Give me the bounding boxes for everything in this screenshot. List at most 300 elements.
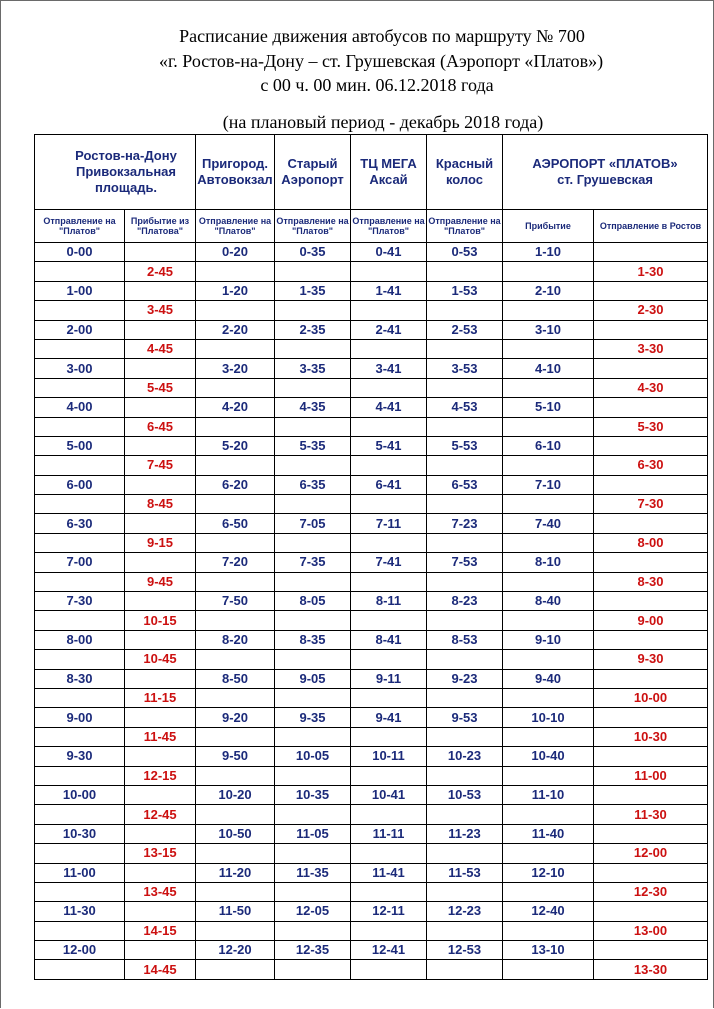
table-cell bbox=[427, 650, 503, 669]
table-cell: 11-53 bbox=[427, 863, 503, 882]
table-cell: 6-20 bbox=[196, 475, 275, 494]
table-cell bbox=[275, 805, 351, 824]
table-cell bbox=[125, 398, 196, 417]
title-line-3: с 00 ч. 00 мин. 06.12.2018 года bbox=[260, 75, 494, 95]
table-cell: 10-41 bbox=[351, 785, 427, 804]
table-cell bbox=[35, 921, 125, 940]
header-row bbox=[35, 135, 708, 210]
table-cell: 11-45 bbox=[125, 727, 196, 746]
table-row bbox=[35, 960, 708, 979]
table-cell: 9-45 bbox=[125, 572, 196, 591]
table-cell: 7-41 bbox=[351, 553, 427, 572]
table-row bbox=[35, 882, 708, 901]
table-cell bbox=[196, 301, 275, 320]
table-cell: 9-35 bbox=[275, 708, 351, 727]
table-row bbox=[35, 572, 708, 591]
subheader-cell: Прибытие bbox=[503, 210, 594, 243]
table-cell bbox=[351, 688, 427, 707]
table-cell: 8-30 bbox=[594, 572, 708, 591]
table-row bbox=[35, 688, 708, 707]
table-cell bbox=[196, 262, 275, 281]
table-cell: 2-41 bbox=[351, 320, 427, 339]
table-cell bbox=[196, 921, 275, 940]
table-row bbox=[35, 902, 708, 921]
table-row bbox=[35, 824, 708, 843]
table-cell: 9-05 bbox=[275, 669, 351, 688]
table-cell bbox=[125, 785, 196, 804]
table-cell bbox=[196, 339, 275, 358]
schedule-table bbox=[34, 134, 708, 980]
table-cell bbox=[503, 727, 594, 746]
table-cell: 7-05 bbox=[275, 514, 351, 533]
table-cell bbox=[594, 630, 708, 649]
table-cell: 6-41 bbox=[351, 475, 427, 494]
table-cell bbox=[503, 301, 594, 320]
table-cell: 1-30 bbox=[594, 262, 708, 281]
table-cell: 11-10 bbox=[503, 785, 594, 804]
header-airport-platov: АЭРОПОРТ «ПЛАТОВ» ст. Грушевская bbox=[503, 135, 708, 210]
table-cell bbox=[594, 398, 708, 417]
header-stary-aeroport: Старый Аэропорт bbox=[275, 135, 351, 210]
table-cell: 5-30 bbox=[594, 417, 708, 436]
table-cell: 6-45 bbox=[125, 417, 196, 436]
table-cell: 3-30 bbox=[594, 339, 708, 358]
table-row bbox=[35, 863, 708, 882]
table-cell: 0-53 bbox=[427, 243, 503, 262]
table-cell: 12-41 bbox=[351, 941, 427, 960]
table-row bbox=[35, 708, 708, 727]
table-cell bbox=[503, 921, 594, 940]
table-cell bbox=[196, 611, 275, 630]
table-cell: 12-15 bbox=[125, 766, 196, 785]
table-cell: 7-10 bbox=[503, 475, 594, 494]
table-cell: 3-20 bbox=[196, 359, 275, 378]
table-cell bbox=[427, 766, 503, 785]
table-cell: 5-35 bbox=[275, 436, 351, 455]
table-cell bbox=[427, 262, 503, 281]
table-cell bbox=[351, 805, 427, 824]
table-cell: 10-20 bbox=[196, 785, 275, 804]
table-cell: 5-53 bbox=[427, 436, 503, 455]
table-row bbox=[35, 320, 708, 339]
table-cell bbox=[503, 805, 594, 824]
table-cell bbox=[125, 630, 196, 649]
table-cell: 12-53 bbox=[427, 941, 503, 960]
table-cell: 5-41 bbox=[351, 436, 427, 455]
table-cell: 9-00 bbox=[594, 611, 708, 630]
table-cell bbox=[35, 882, 125, 901]
table-cell bbox=[275, 533, 351, 552]
table-cell bbox=[427, 456, 503, 475]
table-cell bbox=[503, 378, 594, 397]
table-cell: 1-20 bbox=[196, 281, 275, 300]
table-cell bbox=[351, 339, 427, 358]
table-cell bbox=[125, 514, 196, 533]
table-cell: 9-50 bbox=[196, 747, 275, 766]
table-cell bbox=[275, 766, 351, 785]
table-cell bbox=[196, 844, 275, 863]
table-cell bbox=[594, 824, 708, 843]
table-cell bbox=[503, 456, 594, 475]
table-cell bbox=[196, 650, 275, 669]
table-cell bbox=[125, 592, 196, 611]
table-cell bbox=[125, 320, 196, 339]
header-rostov: Ростов-на-Дону Привокзальная площадь. bbox=[35, 135, 196, 210]
table-cell: 12-00 bbox=[35, 941, 125, 960]
table-cell bbox=[275, 650, 351, 669]
table-cell bbox=[594, 320, 708, 339]
table-cell: 8-50 bbox=[196, 669, 275, 688]
table-cell bbox=[35, 766, 125, 785]
table-cell: 11-20 bbox=[196, 863, 275, 882]
table-cell: 9-30 bbox=[35, 747, 125, 766]
table-row bbox=[35, 592, 708, 611]
table-row bbox=[35, 456, 708, 475]
table-cell: 7-53 bbox=[427, 553, 503, 572]
subheader-cell: Отправление в Ростов bbox=[594, 210, 708, 243]
table-cell: 3-10 bbox=[503, 320, 594, 339]
table-cell: 7-30 bbox=[35, 592, 125, 611]
table-cell: 11-40 bbox=[503, 824, 594, 843]
table-cell bbox=[351, 921, 427, 940]
table-cell: 8-05 bbox=[275, 592, 351, 611]
table-cell bbox=[196, 688, 275, 707]
table-cell bbox=[35, 805, 125, 824]
table-cell: 7-50 bbox=[196, 592, 275, 611]
table-cell: 10-05 bbox=[275, 747, 351, 766]
table-cell bbox=[275, 844, 351, 863]
table-cell bbox=[351, 533, 427, 552]
table-row bbox=[35, 611, 708, 630]
table-cell: 3-53 bbox=[427, 359, 503, 378]
table-cell bbox=[427, 533, 503, 552]
period-note bbox=[0, 112, 714, 133]
table-row bbox=[35, 378, 708, 397]
table-cell: 4-41 bbox=[351, 398, 427, 417]
table-cell: 13-00 bbox=[594, 921, 708, 940]
table-cell: 8-30 bbox=[35, 669, 125, 688]
table-cell: 0-41 bbox=[351, 243, 427, 262]
table-cell bbox=[351, 882, 427, 901]
table-cell: 10-11 bbox=[351, 747, 427, 766]
table-cell bbox=[594, 941, 708, 960]
subheader-cell: Отправление на "Платов" bbox=[275, 210, 351, 243]
table-cell bbox=[351, 301, 427, 320]
table-cell: 0-20 bbox=[196, 243, 275, 262]
table-row bbox=[35, 747, 708, 766]
table-cell: 0-00 bbox=[35, 243, 125, 262]
table-cell: 2-20 bbox=[196, 320, 275, 339]
table-cell bbox=[125, 436, 196, 455]
table-cell: 8-35 bbox=[275, 630, 351, 649]
table-cell bbox=[35, 688, 125, 707]
table-cell: 2-53 bbox=[427, 320, 503, 339]
table-cell: 4-53 bbox=[427, 398, 503, 417]
title-line-2: «г. Ростов-на-Дону – ст. Грушевская (Аэропорт «Платов») bbox=[158, 50, 604, 71]
table-cell: 5-10 bbox=[503, 398, 594, 417]
table-cell bbox=[351, 611, 427, 630]
table-cell: 2-00 bbox=[35, 320, 125, 339]
table-cell bbox=[196, 805, 275, 824]
table-cell: 10-45 bbox=[125, 650, 196, 669]
table-cell bbox=[196, 766, 275, 785]
table-row bbox=[35, 650, 708, 669]
table-cell: 12-05 bbox=[275, 902, 351, 921]
table-cell: 6-30 bbox=[35, 514, 125, 533]
header-prigorod: Пригород. Автовокзал bbox=[196, 135, 275, 210]
subheader-cell: Отправление на "Платов" bbox=[427, 210, 503, 243]
table-cell bbox=[275, 882, 351, 901]
table-cell: 3-00 bbox=[35, 359, 125, 378]
table-cell: 10-50 bbox=[196, 824, 275, 843]
table-cell bbox=[196, 960, 275, 979]
table-cell: 8-41 bbox=[351, 630, 427, 649]
table-cell bbox=[196, 533, 275, 552]
table-cell bbox=[35, 378, 125, 397]
table-cell: 11-30 bbox=[594, 805, 708, 824]
table-cell bbox=[503, 262, 594, 281]
table-cell: 9-00 bbox=[35, 708, 125, 727]
table-cell bbox=[503, 339, 594, 358]
table-cell bbox=[275, 417, 351, 436]
table-cell bbox=[503, 882, 594, 901]
table-cell bbox=[503, 572, 594, 591]
table-row bbox=[35, 436, 708, 455]
table-cell bbox=[503, 688, 594, 707]
table-cell: 11-05 bbox=[275, 824, 351, 843]
table-cell bbox=[503, 960, 594, 979]
table-cell bbox=[594, 359, 708, 378]
table-cell bbox=[125, 708, 196, 727]
table-cell: 13-10 bbox=[503, 941, 594, 960]
table-cell: 6-53 bbox=[427, 475, 503, 494]
table-cell bbox=[351, 766, 427, 785]
table-row bbox=[35, 669, 708, 688]
table-cell bbox=[427, 882, 503, 901]
table-cell bbox=[125, 941, 196, 960]
table-row bbox=[35, 921, 708, 940]
table-row bbox=[35, 281, 708, 300]
table-cell: 7-23 bbox=[427, 514, 503, 533]
table-cell bbox=[427, 921, 503, 940]
subheader-cell: Отправление на "Платов" bbox=[35, 210, 125, 243]
table-cell: 8-10 bbox=[503, 553, 594, 572]
table-cell: 2-45 bbox=[125, 262, 196, 281]
table-cell bbox=[503, 611, 594, 630]
table-cell: 4-20 bbox=[196, 398, 275, 417]
table-cell bbox=[503, 844, 594, 863]
table-cell: 2-10 bbox=[503, 281, 594, 300]
table-cell: 9-11 bbox=[351, 669, 427, 688]
table-cell: 9-30 bbox=[594, 650, 708, 669]
table-cell: 4-10 bbox=[503, 359, 594, 378]
table-row bbox=[35, 301, 708, 320]
table-cell bbox=[125, 824, 196, 843]
table-cell bbox=[275, 262, 351, 281]
table-cell bbox=[594, 553, 708, 572]
table-cell bbox=[275, 572, 351, 591]
schedule-body bbox=[35, 243, 708, 980]
table-row bbox=[35, 630, 708, 649]
table-row bbox=[35, 533, 708, 552]
table-cell bbox=[125, 863, 196, 882]
table-cell bbox=[275, 339, 351, 358]
table-cell bbox=[275, 921, 351, 940]
table-cell bbox=[351, 495, 427, 514]
table-cell bbox=[503, 766, 594, 785]
table-cell bbox=[594, 785, 708, 804]
table-cell: 1-00 bbox=[35, 281, 125, 300]
table-cell bbox=[35, 650, 125, 669]
table-cell bbox=[125, 669, 196, 688]
table-cell: 10-10 bbox=[503, 708, 594, 727]
table-cell: 2-35 bbox=[275, 320, 351, 339]
table-cell bbox=[427, 417, 503, 436]
table-cell: 13-45 bbox=[125, 882, 196, 901]
table-row bbox=[35, 417, 708, 436]
table-cell: 9-23 bbox=[427, 669, 503, 688]
table-cell bbox=[35, 456, 125, 475]
table-cell bbox=[35, 533, 125, 552]
table-cell: 11-11 bbox=[351, 824, 427, 843]
table-cell: 6-00 bbox=[35, 475, 125, 494]
table-cell bbox=[351, 960, 427, 979]
table-cell: 9-10 bbox=[503, 630, 594, 649]
header-mega-aksai: ТЦ МЕГА Аксай bbox=[351, 135, 427, 210]
table-cell: 7-00 bbox=[35, 553, 125, 572]
table-cell bbox=[35, 572, 125, 591]
table-cell: 9-40 bbox=[503, 669, 594, 688]
table-cell: 8-53 bbox=[427, 630, 503, 649]
table-cell: 6-35 bbox=[275, 475, 351, 494]
table-cell bbox=[196, 572, 275, 591]
table-cell: 11-23 bbox=[427, 824, 503, 843]
table-cell bbox=[125, 747, 196, 766]
table-cell: 12-45 bbox=[125, 805, 196, 824]
subheader-cell: Отправление на "Платов" bbox=[351, 210, 427, 243]
table-cell: 10-23 bbox=[427, 747, 503, 766]
table-row bbox=[35, 766, 708, 785]
table-cell: 12-11 bbox=[351, 902, 427, 921]
table-cell bbox=[196, 417, 275, 436]
table-cell bbox=[427, 339, 503, 358]
document-title bbox=[0, 24, 714, 98]
table-cell bbox=[351, 262, 427, 281]
table-cell: 8-20 bbox=[196, 630, 275, 649]
table-row bbox=[35, 553, 708, 572]
table-row bbox=[35, 495, 708, 514]
table-cell bbox=[351, 572, 427, 591]
table-cell bbox=[275, 960, 351, 979]
table-cell bbox=[275, 495, 351, 514]
table-cell bbox=[275, 301, 351, 320]
table-cell: 1-53 bbox=[427, 281, 503, 300]
table-cell: 8-00 bbox=[594, 533, 708, 552]
table-cell: 10-30 bbox=[35, 824, 125, 843]
table-cell: 10-30 bbox=[594, 727, 708, 746]
table-cell bbox=[351, 650, 427, 669]
table-cell bbox=[594, 281, 708, 300]
table-cell bbox=[35, 844, 125, 863]
table-cell bbox=[351, 417, 427, 436]
table-cell: 1-41 bbox=[351, 281, 427, 300]
table-cell: 3-41 bbox=[351, 359, 427, 378]
table-cell: 8-11 bbox=[351, 592, 427, 611]
table-cell bbox=[125, 359, 196, 378]
table-cell bbox=[503, 495, 594, 514]
table-cell bbox=[427, 572, 503, 591]
table-cell bbox=[594, 902, 708, 921]
table-cell bbox=[427, 378, 503, 397]
table-cell: 4-35 bbox=[275, 398, 351, 417]
table-cell: 9-20 bbox=[196, 708, 275, 727]
table-cell: 12-35 bbox=[275, 941, 351, 960]
subheader-cell: Отправление на "Платов" bbox=[196, 210, 275, 243]
table-cell bbox=[594, 863, 708, 882]
table-row bbox=[35, 805, 708, 824]
title-line-1: Расписание движения автобусов по маршруту № 700 bbox=[179, 26, 585, 46]
table-cell bbox=[35, 960, 125, 979]
table-cell: 5-45 bbox=[125, 378, 196, 397]
table-cell bbox=[125, 243, 196, 262]
table-cell: 9-15 bbox=[125, 533, 196, 552]
table-cell: 11-15 bbox=[125, 688, 196, 707]
table-row bbox=[35, 941, 708, 960]
table-cell: 12-00 bbox=[594, 844, 708, 863]
table-cell: 14-15 bbox=[125, 921, 196, 940]
table-cell: 6-30 bbox=[594, 456, 708, 475]
table-cell: 11-00 bbox=[35, 863, 125, 882]
table-cell: 3-35 bbox=[275, 359, 351, 378]
table-cell: 7-40 bbox=[503, 514, 594, 533]
table-cell: 9-41 bbox=[351, 708, 427, 727]
table-cell: 8-40 bbox=[503, 592, 594, 611]
table-cell bbox=[427, 805, 503, 824]
table-cell: 1-35 bbox=[275, 281, 351, 300]
table-cell bbox=[275, 727, 351, 746]
table-cell: 13-30 bbox=[594, 960, 708, 979]
table-cell: 5-00 bbox=[35, 436, 125, 455]
table-cell bbox=[427, 301, 503, 320]
table-cell: 8-23 bbox=[427, 592, 503, 611]
table-row bbox=[35, 727, 708, 746]
table-cell bbox=[275, 611, 351, 630]
table-cell: 11-41 bbox=[351, 863, 427, 882]
table-cell bbox=[275, 378, 351, 397]
table-cell bbox=[594, 514, 708, 533]
table-cell: 7-20 bbox=[196, 553, 275, 572]
table-cell bbox=[351, 844, 427, 863]
table-cell bbox=[594, 669, 708, 688]
table-cell bbox=[594, 592, 708, 611]
table-row bbox=[35, 339, 708, 358]
table-row bbox=[35, 243, 708, 262]
table-cell bbox=[427, 960, 503, 979]
table-cell bbox=[427, 611, 503, 630]
subheader-row bbox=[35, 210, 708, 243]
table-cell bbox=[35, 611, 125, 630]
table-cell: 10-53 bbox=[427, 785, 503, 804]
table-cell: 0-35 bbox=[275, 243, 351, 262]
table-cell bbox=[35, 727, 125, 746]
table-cell: 13-15 bbox=[125, 844, 196, 863]
table-cell bbox=[35, 339, 125, 358]
table-cell: 6-10 bbox=[503, 436, 594, 455]
table-cell: 5-20 bbox=[196, 436, 275, 455]
table-cell: 11-00 bbox=[594, 766, 708, 785]
table-cell bbox=[594, 475, 708, 494]
table-cell bbox=[427, 688, 503, 707]
